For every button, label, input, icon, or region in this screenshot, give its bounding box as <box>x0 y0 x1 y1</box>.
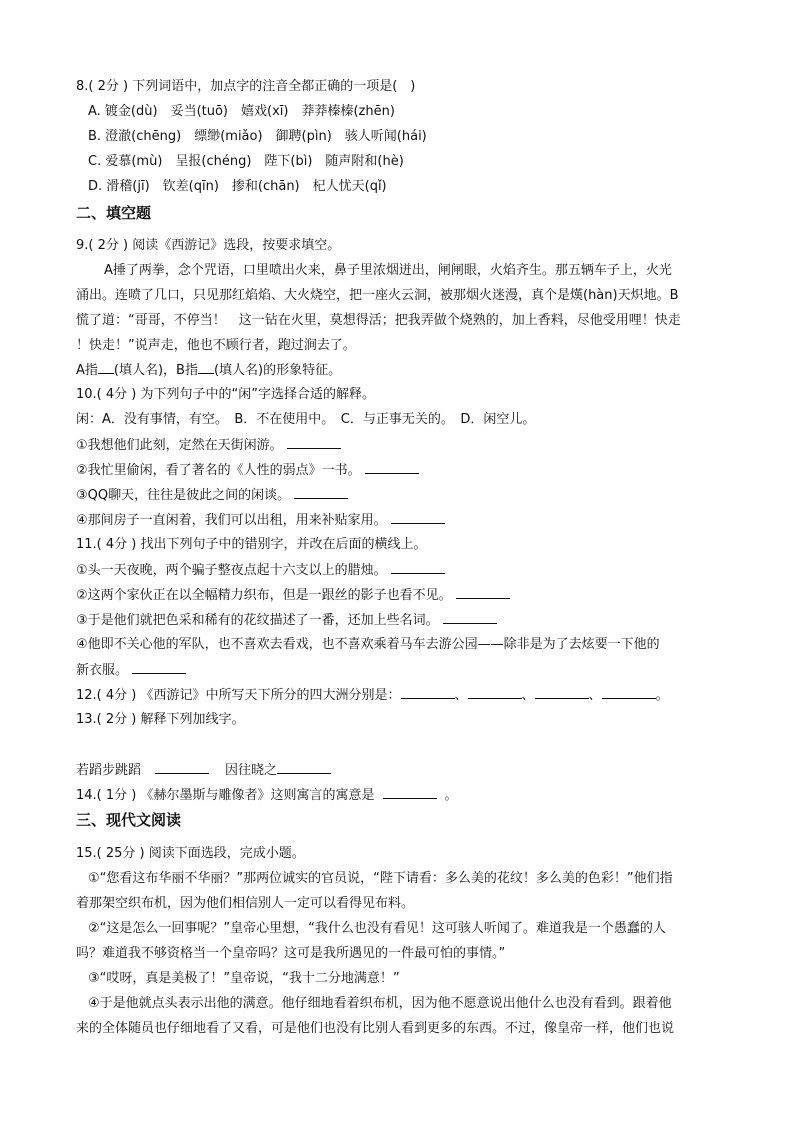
answer-blank[interactable] <box>443 611 497 624</box>
question-13-items <box>76 761 331 780</box>
question-10-item <box>76 461 419 480</box>
question-13-stem: 13.( 2分 ) 解释下列加线字。 <box>76 712 245 727</box>
question-10-item <box>76 511 445 530</box>
question-12 <box>76 686 669 705</box>
question-11-item-text: ②这两个家伙正在以全幅精力织布，但是一跟丝的影子也看不见。 <box>76 588 452 603</box>
question-9-answer-a-hint: (填人名)，B指 <box>113 363 198 378</box>
question-10-item-text: ①我想他们此刻，定然在天街闲游。 <box>76 438 283 453</box>
question-9-answer-b-hint: (填人名)的形象特征。 <box>213 363 342 378</box>
question-10-item-text: ③QQ聊天，往往是彼此之间的闲谈。 <box>76 488 291 503</box>
answer-blank[interactable] <box>198 361 214 374</box>
answer-blank[interactable] <box>535 686 589 699</box>
separator: 、 <box>521 688 535 703</box>
question-10-definitions: 闲：A．没有事情，有空。 B．不在使用中。 C．与正事无关的。 D．闲空儿。 <box>76 412 536 427</box>
section-heading-fill-in: 二、填空题 <box>76 204 152 222</box>
question-9-passage-line: A捶了两拳，念个咒语，口里喷出火来，鼻子里浓烟迸出，闸闸眼，火焰齐生。那五辆车子上，火光 <box>104 263 672 278</box>
question-15-passage-line: ①“您看这布华丽不华丽？”那两位诚实的官员说，“陛下请看：多么美的花纹！多么美的色彩！”他们指 <box>88 871 673 886</box>
question-8-option-b: B. 澄澈(chēng) 缥缈(miǎo) 御聘(pìn) 骇人听闻(hái) <box>88 129 427 144</box>
answer-blank[interactable] <box>155 761 209 774</box>
question-14 <box>76 786 458 805</box>
question-9-passage-line: ！快走！”说声走，他也不顾行者，跑过涧去了。 <box>76 338 356 353</box>
end-punctuation: 。 <box>655 688 669 703</box>
question-11-item-4-line-2 <box>76 661 186 680</box>
answer-blank[interactable] <box>602 686 656 699</box>
question-14-stem: 14.( 1分 ) 《赫尔墨斯与雕像者》这则寓言的寓意是 <box>76 788 375 803</box>
question-9-answer-a-label: A指 <box>76 363 98 378</box>
answer-blank[interactable] <box>468 686 522 699</box>
question-11-item <box>76 586 510 605</box>
question-8-stem: 8.( 2分 ) 下列词语中，加点字的注音全都正确的一项是( ) <box>76 79 416 94</box>
question-11-item <box>76 561 445 580</box>
question-15-passage-line: 来的全体随员也仔细地看了又看，可是他们也没有比别人看到更多的东西。不过，像皇帝一样，他们也说 <box>76 1021 675 1036</box>
question-10-item-text: ④那间房子一直闲着，我们可以出租，用来补贴家用。 <box>76 513 387 528</box>
question-9-answer-line <box>76 361 341 380</box>
question-11-stem: 11.( 4分 ) 找出下列句子中的错别字，并改在后面的横线上。 <box>76 537 427 552</box>
question-10-item <box>76 486 348 505</box>
question-10-item <box>76 436 341 455</box>
question-8-option-a: A. 镀金(dù) 妥当(tuō) 嬉戏(xī) 莽莽榛榛(zhēn) <box>88 104 395 119</box>
question-15-passage-line: ②“这是怎么一回事呢？”皇帝心里想，“我什么也没有看见！这可骇人听闻了。难道我是一个愚蠢的人 <box>88 921 666 936</box>
question-11-item-4-line-1: ④他即不关心他的军队，也不喜欢去看戏，也不喜欢乘着马车去游公园——除非是为了去炫要一下他的 <box>76 637 660 652</box>
answer-blank[interactable] <box>365 461 419 474</box>
question-11-item-text: 新衣服。 <box>76 663 129 678</box>
question-8-option-c: C. 爱慕(mù) 呈报(chéng) 陛下(bì) 随声附和(hè) <box>88 154 404 169</box>
end-punctuation: 。 <box>444 788 458 803</box>
question-13-item-2: 因往晓之 <box>225 763 278 778</box>
separator: 、 <box>454 688 468 703</box>
answer-blank[interactable] <box>277 761 331 774</box>
question-8-option-d: D. 滑稽(jī) 钦差(qīn) 掺和(chān) 杞人忧天(qǐ) <box>88 179 387 194</box>
answer-blank[interactable] <box>98 361 114 374</box>
answer-blank[interactable] <box>456 586 510 599</box>
question-15-passage-line: ③“哎呀，真是美极了！”皇帝说，“我十二分地满意！” <box>88 971 400 986</box>
answer-blank[interactable] <box>391 511 445 524</box>
question-10-item-text: ②我忙里偷闲，看了著名的《人性的弱点》一书。 <box>76 463 361 478</box>
question-12-stem: 12.( 4分 ) 《西游记》中所写天下所分的四大洲分别是： <box>76 688 401 703</box>
answer-blank[interactable] <box>391 561 445 574</box>
question-9-stem: 9.( 2分 ) 阅读《西游记》选段，按要求填空。 <box>76 238 341 253</box>
question-10-stem: 10.( 4分 ) 为下列句子中的“闲”字选择合适的解释。 <box>76 387 375 402</box>
answer-blank[interactable] <box>132 661 186 674</box>
question-11-item <box>76 611 497 630</box>
question-15-stem: 15.( 25分 ) 阅读下面选段，完成小题。 <box>76 846 305 861</box>
separator: 、 <box>588 688 602 703</box>
answer-blank[interactable] <box>287 436 341 449</box>
question-11-item-text: ①头一天夜晚，两个骗子整夜点起十六支以上的腊烛。 <box>76 563 387 578</box>
question-9-passage-line: 慌了道：“哥哥，不停当！ 这一钻在火里，莫想得活；把我弄做个烧熟的，加上香料，尽他受用哩！快走 <box>76 313 681 328</box>
question-15-passage-line: ④于是他就点头表示出他的满意。他仔细地看着织布机，因为他不愿意说出他什么也没有看到。跟着他 <box>88 996 672 1011</box>
question-11-item-text: ③于是他们就把色采和稀有的花纹描述了一番，还加上些名词。 <box>76 613 439 628</box>
answer-blank[interactable] <box>294 486 348 499</box>
answer-blank[interactable] <box>383 786 437 799</box>
section-heading-reading: 三、现代文阅读 <box>76 811 182 829</box>
question-15-passage-line: 吗？难道我不够资格当一个皇帝吗？这可是我所遇见的一件最可怕的事情。” <box>76 946 506 961</box>
question-15-passage-line: 着那架空织布机，因为他们相信别人一定可以看得见布料。 <box>76 896 415 911</box>
question-13-item-1: 若蹈步跳蹈 <box>76 763 142 778</box>
answer-blank[interactable] <box>401 686 455 699</box>
question-9-passage-line: 涌出。连喷了几口，只见那红焰焰、大火烧空，把一座火云洞，被那烟火迷漫，真个是熯(hàn)天炽地。B <box>76 288 679 303</box>
